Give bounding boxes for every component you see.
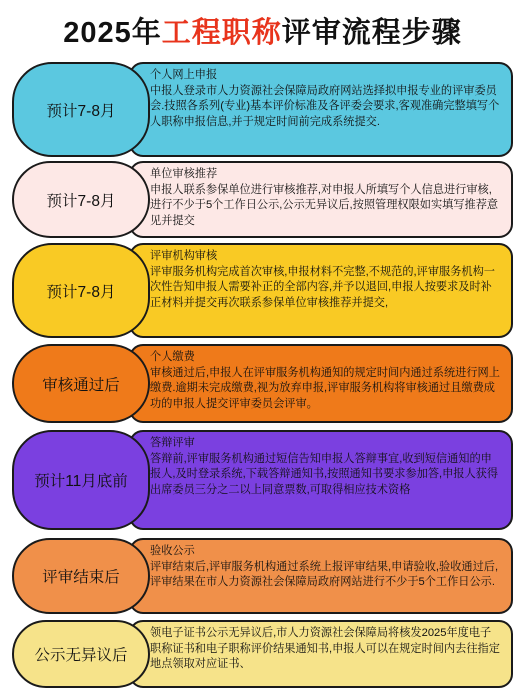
step-card	[129, 62, 513, 157]
step-time: 预计7-8月	[46, 283, 116, 301]
step-time: 预计7-8月	[46, 192, 116, 210]
step-time: 审核通过后	[42, 376, 120, 394]
step-time-pill	[12, 62, 150, 157]
step-time: 评审结束后	[42, 569, 120, 586]
step-body: 评审结束后,评审服务机构通过系统上报评审结果,申请验收,验收通过后,评审结果在市人力资源社会保障局政府网站进行不少于5个工作日公示.	[150, 560, 499, 588]
step-online-application	[12, 62, 513, 157]
step-time: 公示无异议后	[34, 647, 128, 664]
title-prefix: 2025年	[63, 17, 162, 49]
page-title	[0, 10, 525, 51]
step-payment	[12, 344, 513, 423]
title-highlight: 工程职称	[161, 17, 282, 49]
step-heading: 验收公示	[150, 545, 195, 557]
step-card	[129, 161, 513, 238]
step-time-pill	[12, 243, 150, 338]
step-body: 申报人联系参保单位进行审核推荐,对申报人所填写个人信息进行审核,进行不少于5个工作日公示,公示无异议后,按照管理权限如实填写推荐意见并提交	[150, 183, 499, 227]
step-time: 预计7-8月	[46, 102, 116, 120]
step-time-pill	[12, 344, 150, 423]
step-card	[129, 344, 513, 423]
step-heading: 评审机构审核	[150, 250, 218, 262]
step-time: 预计11月底前	[34, 473, 128, 490]
step-time-pill	[12, 538, 150, 614]
step-body: 答辩前,评审服务机构通过短信告知申报人答辩事宜,收到短信通知的申报人,及时登录系统,下载答辩通知书,按照通知书要求参加答,申报人获得出席委员三分之二以上同意票数,可取得相应技术资格	[150, 452, 499, 496]
step-defense-review	[12, 430, 513, 530]
step-heading: 答辩评审	[150, 437, 195, 449]
step-certificate	[12, 620, 513, 688]
step-heading: 单位审核推荐	[150, 168, 218, 180]
step-body: 领电子证书公示无异议后,市人力资源社会保障局将核发2025年度电子职称证书和电子职称评价结果通知书,申报人可以在规定时间内去往指定地点领取对应证书、	[150, 627, 500, 670]
step-time-pill	[12, 620, 150, 688]
step-card	[129, 243, 513, 338]
step-acceptance-publicity	[12, 538, 513, 614]
step-heading: 个人网上申报	[150, 69, 218, 81]
step-card	[129, 620, 513, 688]
step-card	[129, 538, 513, 614]
step-body: 审核通过后,申报人在评审服务机构通知的规定时间内通过系统进行网上缴费.逾期未完成缴费,视为放弃申报,评审服务机构将审核通过且缴费成功的申报人提交评审委员会评审。	[150, 366, 500, 410]
title-suffix: 评审流程步骤	[281, 17, 462, 49]
step-body: 中报人登录市人力资源社会保障局政府网站选择拟申报专业的评审委员会.技照各系列(专业)基本评价标准及各评委会要求,客观准确完整填写个人职称申报信息,并于规定时间前完成系统提交.	[150, 84, 500, 128]
step-time-pill	[12, 430, 150, 530]
step-body: 评审服务机构完成首次审核,申报材料不完整,不规范的,评审服务机构一次性告知申报人需要补正的全部内容,并予以退回,申报人按要求及时补正材料并提交再次联系参保单位审核推荐并提交,	[150, 265, 495, 309]
step-card	[129, 430, 513, 530]
step-agency-review	[12, 243, 513, 338]
step-heading: 个人缴费	[150, 351, 195, 363]
step-time-pill	[12, 161, 150, 238]
step-unit-review	[12, 161, 513, 238]
